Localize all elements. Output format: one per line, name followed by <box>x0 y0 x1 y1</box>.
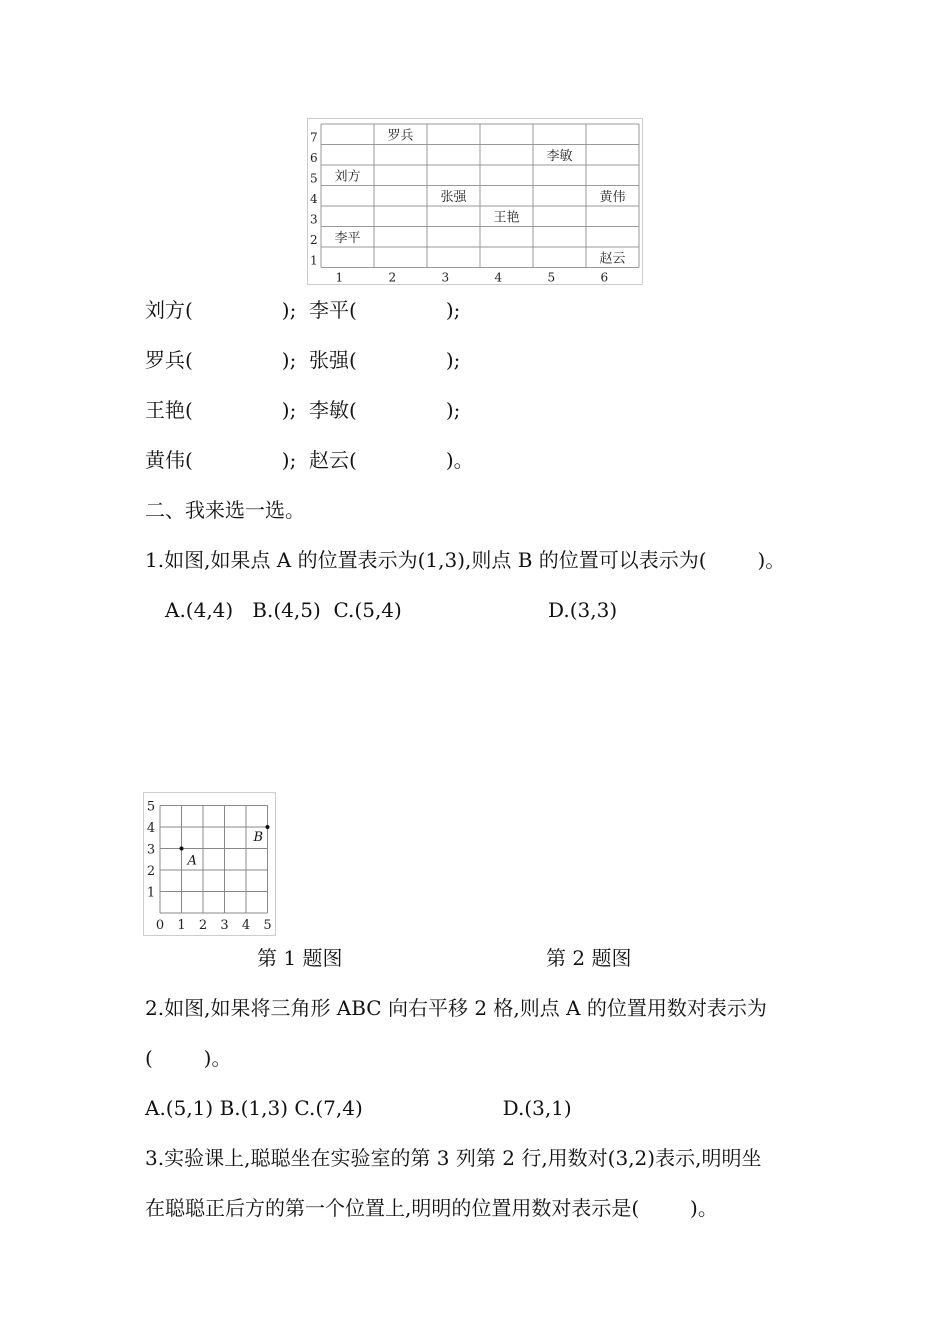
question-3-line1: 3.实验课上,聪聪坐在实验室的第 3 列第 2 行,用数对(3,2)表示,明明坐 <box>145 1146 762 1170</box>
grid-y-label: 5 <box>146 799 156 815</box>
seat-chart-svg <box>308 119 642 284</box>
seat-col-label: 1 <box>335 270 344 284</box>
seat-col-label: 2 <box>388 270 397 284</box>
seat-chart-figure <box>307 118 643 285</box>
question-1-options: A.(4,4) B.(4,5) C.(5,4) D.(3,3) <box>165 598 618 622</box>
answer-line-4: 黄伟( ); 赵云( )。 <box>145 448 474 472</box>
seat-person-name: 李平 <box>334 230 361 246</box>
caption-fig2: 第 2 题图 <box>546 946 632 970</box>
caption-fig1: 第 1 题图 <box>257 946 343 970</box>
seat-row-label: 2 <box>310 233 318 247</box>
seat-person-name: 赵云 <box>599 251 626 267</box>
seat-row-label: 6 <box>310 151 318 165</box>
question-2-options: A.(5,1) B.(1,3) C.(7,4) D.(3,1) <box>145 1096 572 1120</box>
seat-person-name: 黄伟 <box>599 189 626 205</box>
section-title: 二、我来选一选。 <box>145 498 305 522</box>
seat-col-label: 5 <box>547 270 556 284</box>
grid-x-label: 2 <box>198 918 208 933</box>
seat-person-name: 罗兵 <box>387 128 414 144</box>
point-a-dot <box>180 847 184 851</box>
point-a-label: A <box>187 853 197 869</box>
answer-line-2: 罗兵( ); 张强( ); <box>145 348 461 372</box>
grid-y-label: 1 <box>146 885 156 901</box>
grid-x-label: 3 <box>220 918 229 933</box>
seat-row-label: 1 <box>310 253 318 268</box>
grid-x-label: 5 <box>263 918 272 933</box>
grid-y-label: 3 <box>146 842 156 858</box>
seat-col-label: 6 <box>600 270 609 284</box>
answer-line-3: 王艳( ); 李敏( ); <box>145 398 461 422</box>
grid-x-label: 0 <box>155 918 165 933</box>
grid-figure <box>143 792 276 936</box>
point-b-label: B <box>253 830 264 845</box>
seat-col-label: 4 <box>494 270 503 284</box>
grid-y-label: 4 <box>146 821 156 836</box>
grid-x-label: 4 <box>241 918 251 933</box>
question-1-text: 1.如图,如果点 A 的位置表示为(1,3),则点 B 的位置可以表示为( )。 <box>145 548 786 572</box>
seat-person-name: 张强 <box>440 189 467 205</box>
seat-row-label: 5 <box>310 171 318 186</box>
seat-person-name: 王艳 <box>493 210 520 226</box>
answer-line-1: 刘方( ); 李平( ); <box>145 298 461 322</box>
grid-svg <box>144 793 275 935</box>
seat-col-label: 3 <box>441 270 450 284</box>
question-3-line2: 在聪聪正后方的第一个位置上,明明的位置用数对表示是( )。 <box>145 1196 718 1220</box>
question-2-line2: ( )。 <box>145 1046 232 1070</box>
seat-row-label: 7 <box>310 130 318 145</box>
seat-row-label: 4 <box>310 192 318 206</box>
seat-person-name: 刘方 <box>334 169 361 185</box>
question-2-line1: 2.如图,如果将三角形 ABC 向右平移 2 格,则点 A 的位置用数对表示为 <box>145 996 767 1020</box>
grid-y-label: 2 <box>146 864 156 879</box>
seat-person-name: 李敏 <box>546 148 573 164</box>
point-b-dot <box>266 825 270 829</box>
grid-x-label: 1 <box>177 918 186 933</box>
seat-row-label: 3 <box>310 212 318 227</box>
